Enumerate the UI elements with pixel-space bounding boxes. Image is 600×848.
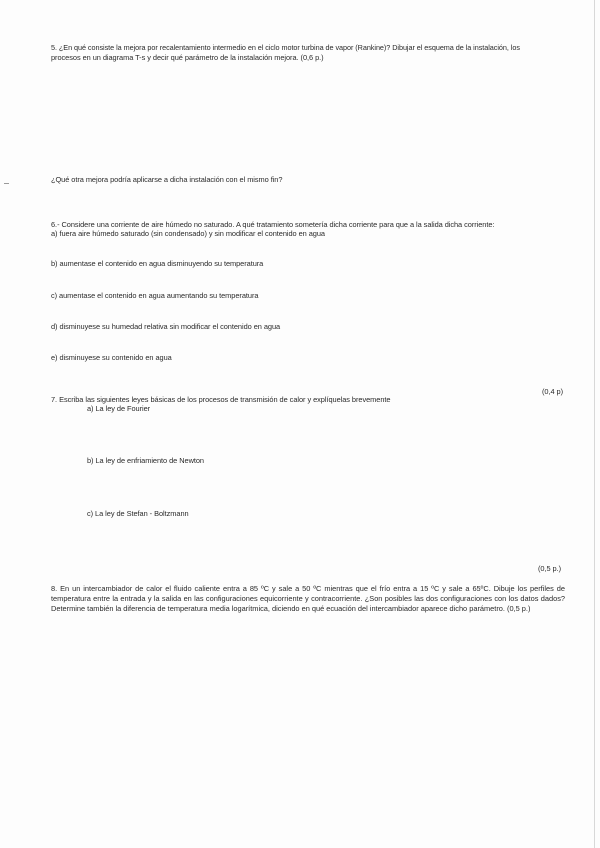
right-scan-edge bbox=[594, 0, 595, 848]
q5-followup: ¿Qué otra mejora podría aplicarse a dicha instalación con el mismo fin? bbox=[51, 175, 283, 184]
q8-text: 8. En un intercambiador de calor el fluido caliente entra a 85 ºC y sale a 50 ºC mientras que el frío entra a 15 ºC y sale a 65ºC. Dibuje los perfiles de temperatura entre la entrada y la salida en las configuraciones equicorriente y contracorriente. ¿Son posibles las dos configuraciones con los datos dados? Determine también la diferencia de temperatura media logarítmica, diciendo en qué ecuación del intercambiador aparece dicho parámetro. (0,5 p.) bbox=[51, 584, 565, 613]
q6-option-b: b) aumentase el contenido en agua disminuyendo su temperatura bbox=[51, 259, 264, 268]
left-scan-mark bbox=[4, 183, 9, 184]
q5-line2: procesos en un diagrama T-s y decir qué parámetro de la instalación mejora. (0,6 p.) bbox=[51, 53, 324, 62]
q7-intro: 7. Escriba las siguientes leyes básicas de los procesos de transmisión de calor y explíquelas brevemente bbox=[51, 395, 391, 404]
q7-option-b: b) La ley de enfriamiento de Newton bbox=[87, 456, 204, 465]
q7-points: (0,4 p) bbox=[542, 387, 564, 396]
q6-option-a: a) fuera aire húmedo saturado (sin condensado) y sin modificar el contenido en agua bbox=[51, 229, 325, 238]
q7-option-c: c) La ley de Stefan - Boltzmann bbox=[87, 509, 189, 518]
q5-line1: 5. ¿En qué consiste la mejora por recalentamiento intermedio en el ciclo motor turbina de vapor (Rankine)? Dibujar el esquema de la instalación, los bbox=[51, 43, 520, 52]
q6-option-e: e) disminuyese su contenido en agua bbox=[51, 353, 172, 362]
q6-intro: 6.- Considere una corriente de aire húmedo no saturado. A qué tratamiento sometería dicha corriente para que a la salida dicha corriente: bbox=[51, 220, 495, 229]
q6-option-c: c) aumentase el contenido en agua aumentando su temperatura bbox=[51, 291, 259, 300]
q7-option-a: a) La ley de Fourier bbox=[87, 404, 151, 413]
q8-points: (0,5 p.) bbox=[538, 564, 562, 573]
q6-option-d: d) disminuyese su humedad relativa sin modificar el contenido en agua bbox=[51, 322, 281, 331]
